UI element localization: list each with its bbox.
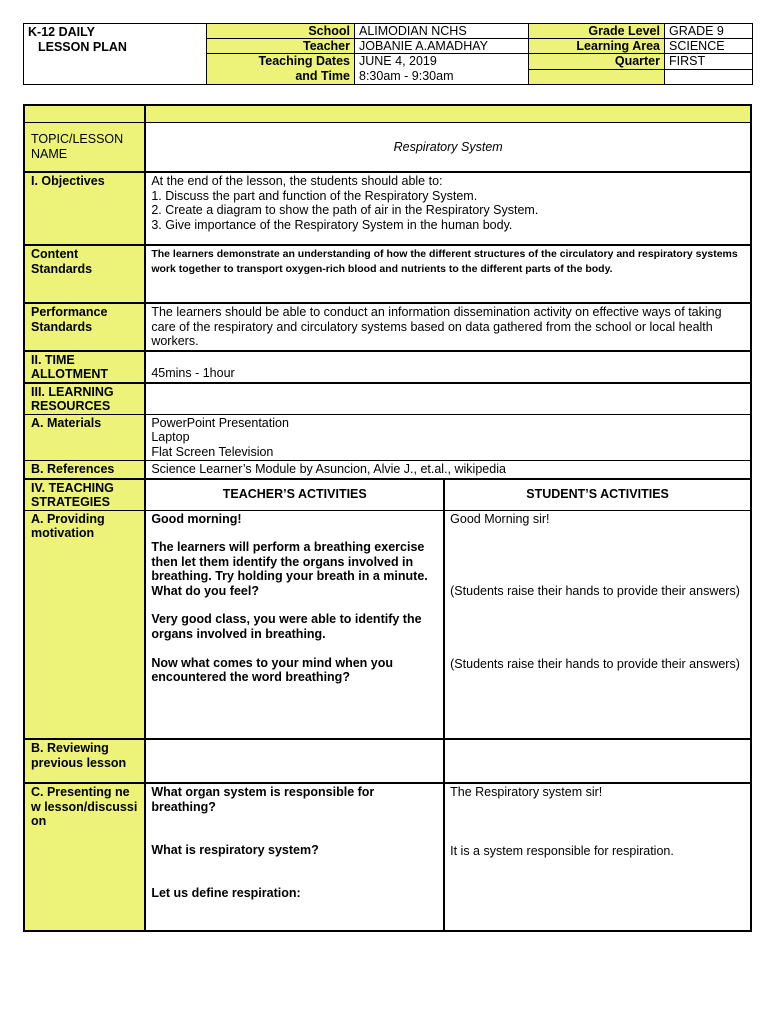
teacher-activity: The learners will perform a breathing exercise then let them identify the organs involved in breathing. Try holding your breath in a minute. What do you feel? bbox=[151, 540, 428, 598]
teacher-activity: Let us define respiration: bbox=[151, 886, 301, 900]
teaching-dates-value bbox=[355, 54, 529, 85]
student-activity: The Respiratory system sir! bbox=[450, 785, 603, 799]
learning-resources-value bbox=[145, 383, 751, 415]
objective-item: 1. Discuss the part and function of the Respiratory System. bbox=[151, 188, 478, 203]
time-allotment-value: 45mins - 1hour bbox=[145, 351, 751, 383]
document-title bbox=[24, 24, 207, 85]
top-left-cell bbox=[24, 105, 145, 122]
material-item: Flat Screen Television bbox=[151, 444, 274, 459]
material-item: Laptop bbox=[151, 430, 190, 444]
quarter-label: Quarter bbox=[529, 54, 665, 70]
time-allotment-label: II. TIME ALLOTMENT bbox=[24, 351, 145, 383]
objective-item: 2. Create a diagram to show the path of air in the Respiratory System. bbox=[151, 203, 539, 217]
content-standards-label: Content Standards bbox=[24, 245, 145, 303]
student-activity: Good Morning sir! bbox=[450, 511, 550, 526]
teaching-date: JUNE 4, 2019 bbox=[359, 54, 437, 68]
learning-area-value: SCIENCE bbox=[665, 39, 753, 54]
reviewing-teacher-cell bbox=[145, 739, 444, 783]
top-bar-cell bbox=[145, 105, 751, 122]
motivation-teacher-activities bbox=[145, 510, 444, 739]
reviewing-student-cell bbox=[444, 739, 751, 783]
teacher-value: JOBANIE A.AMADHAY bbox=[355, 39, 529, 54]
objectives-label: I. Objectives bbox=[24, 172, 145, 245]
student-activity: (Students raise their hands to provide their answers) bbox=[450, 656, 740, 671]
performance-standards-label: Performance Standards bbox=[24, 303, 145, 351]
student-activity: It is a system responsible for respiration. bbox=[450, 844, 674, 858]
teaching-dates-label-line-1: Teaching Dates bbox=[258, 54, 350, 68]
teacher-activities-header: TEACHER’S ACTIVITIES bbox=[145, 479, 444, 511]
school-label: School bbox=[207, 24, 355, 39]
objectives-cell bbox=[145, 172, 751, 245]
header-filler-cell bbox=[529, 69, 665, 85]
teaching-dates-label bbox=[207, 54, 355, 85]
presenting-student-activities bbox=[444, 783, 751, 931]
teaching-dates-label-line-2: and Time bbox=[295, 69, 350, 83]
student-activity: (Students raise their hands to provide their answers) bbox=[450, 584, 740, 599]
topic-value: Respiratory System bbox=[145, 122, 751, 172]
presenting-teacher-activities bbox=[145, 783, 444, 931]
materials-list bbox=[145, 414, 751, 461]
header-empty-cell bbox=[665, 69, 753, 85]
material-item: PowerPoint Presentation bbox=[151, 415, 289, 430]
title-line-2: LESSON PLAN bbox=[38, 40, 127, 54]
motivation-label: A. Providing motivation bbox=[24, 510, 145, 739]
teaching-strategies-label: IV. TEACHING STRATEGIES bbox=[24, 479, 145, 511]
teaching-time: 8:30am - 9:30am bbox=[359, 69, 454, 83]
presenting-label: C. Presenting new lesson/discussion bbox=[24, 783, 145, 931]
references-value: Science Learner’s Module by Asuncion, Alvie J., et.al., wikipedia bbox=[145, 461, 751, 479]
teacher-label: Teacher bbox=[207, 39, 355, 54]
references-label: B. References bbox=[24, 461, 145, 479]
lesson-plan-body bbox=[23, 104, 752, 932]
teacher-activity: Very good class, you were able to identify the organs involved in breathing. bbox=[151, 612, 422, 642]
objective-item: 3. Give importance of the Respiratory System in the human body. bbox=[151, 217, 513, 232]
objectives-intro: At the end of the lesson, the students should able to: bbox=[151, 174, 443, 188]
student-activities-header: STUDENT’S ACTIVITIES bbox=[444, 479, 751, 511]
title-line-1: K-12 DAILY bbox=[28, 25, 95, 39]
content-standards-value: The learners demonstrate an understanding of how the different structures of the circulatory and respiratory systems work together to transport oxygen-rich blood and nutrients to the different parts of the body. bbox=[145, 245, 751, 303]
learning-resources-label: III. LEARNING RESOURCES bbox=[24, 383, 145, 415]
reviewing-label: B. Reviewing previous lesson bbox=[24, 739, 145, 783]
school-value: ALIMODIAN NCHS bbox=[355, 24, 529, 39]
grade-level-label: Grade Level bbox=[529, 24, 665, 39]
teacher-activity: What is respiratory system? bbox=[151, 843, 319, 857]
teacher-activity: What organ system is responsible for breathing? bbox=[151, 785, 375, 814]
materials-label: A. Materials bbox=[24, 414, 145, 461]
learning-area-label: Learning Area bbox=[529, 39, 665, 54]
grade-level-value: GRADE 9 bbox=[665, 24, 753, 39]
topic-label: TOPIC/LESSON NAME bbox=[24, 122, 145, 172]
teacher-activity: Good morning! bbox=[151, 511, 242, 526]
performance-standards-value: The learners should be able to conduct an information dissemination activity on effective ways of taking care of the respiratory and circulatory systems based on data gathered from the school or local health workers. bbox=[145, 303, 751, 351]
teacher-activity: Now what comes to your mind when you encountered the word breathing? bbox=[151, 655, 394, 685]
lesson-plan-header bbox=[23, 23, 753, 85]
quarter-value: FIRST bbox=[665, 54, 753, 70]
motivation-student-activities bbox=[444, 510, 751, 739]
